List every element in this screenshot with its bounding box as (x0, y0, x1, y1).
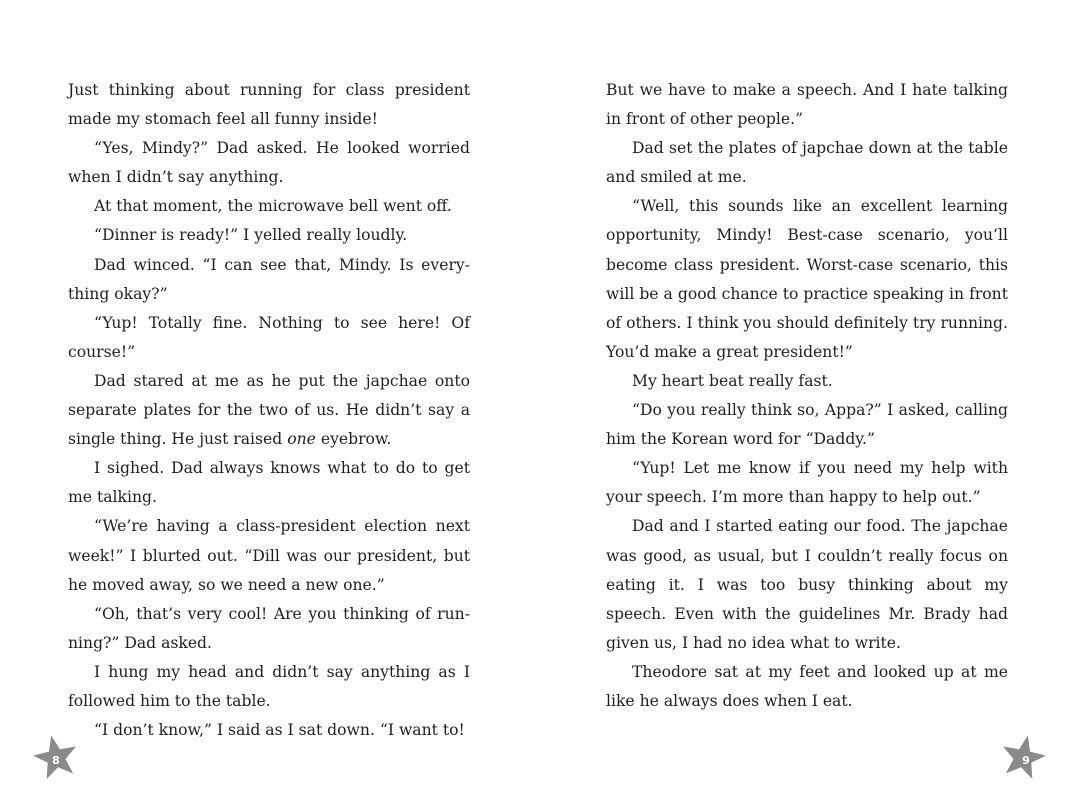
paragraph: Just thinking about running for class president made my stomach feel all funny inside! (68, 81, 470, 129)
left-page-text (68, 76, 470, 745)
paragraph: “I don’t know,” I said as I sat down. “I want to! (94, 721, 465, 740)
paragraph: My heart beat really fast. (632, 371, 833, 390)
paragraph: Dad winced. “I can see that, Mindy. Is everything okay?” (68, 255, 470, 303)
paragraph: “Yup! Let me know if you need my help with your speech. I’m more than happy to help out.” (606, 459, 1008, 507)
paragraph: But we have to make a speech. And I hate talking in front of other people.” (606, 81, 1008, 129)
paragraph-text: eyebrow. (315, 430, 392, 449)
paragraph: “Oh, that’s very cool! Are you thinking of running?” Dad asked. (68, 604, 470, 652)
paragraph: “We’re having a class-president election next week!” I blurted out. “Dill was our president, but he moved away, so we need a new one.” (68, 517, 470, 594)
paragraph: At that moment, the microwave bell went off. (94, 197, 452, 216)
right-page-text (606, 76, 1008, 716)
paragraph: “Dinner is ready!” I yelled really loudly. (94, 226, 408, 245)
page-number-badge-left (31, 733, 81, 783)
page-number: 8 (52, 753, 60, 767)
paragraph: Theodore sat at my feet and looked up at me like he always does when I eat. (606, 662, 1008, 710)
paragraph: Dad set the plates of japchae down at the table and smiled at me. (606, 139, 1008, 187)
paragraph: Dad and I started eating our food. The japchae was good, as usual, but I couldn’t really focus on eating it. I was too busy thinking about my speech. Even with the guidelines Mr. Brady had given us, I had no idea what to write. (606, 517, 1008, 652)
paragraph (68, 367, 470, 454)
page-number: 9 (1022, 753, 1030, 767)
paragraph: “Do you really think so, Appa?” I asked, calling him the Korean word for “Daddy.” (606, 401, 1008, 449)
paragraph: “Yup! Totally fine. Nothing to see here! Of course!” (68, 313, 470, 361)
paragraph: “Well, this sounds like an excellent learning opportunity, Mindy! Best-case scenario, you’ll become class president. Worst-case scenario, this will be a good chance to practice speaking in front of others. I think you should definitely try running. You’d make a great president!” (606, 197, 1008, 361)
page-number-badge-right (998, 733, 1048, 783)
paragraph: I sighed. Dad always knows what to do to get me talking. (68, 459, 470, 507)
paragraph: I hung my head and didn’t say anything as I followed him to the table. (68, 662, 470, 710)
emphasis-text: one (287, 430, 316, 449)
paragraph: “Yes, Mindy?” Dad asked. He looked worried when I didn’t say anything. (68, 139, 470, 187)
paragraph-text: Dad stared at me as he put the japchae onto separate plates for the two of us. He didn’t say a single thing. He just raised (68, 371, 470, 449)
